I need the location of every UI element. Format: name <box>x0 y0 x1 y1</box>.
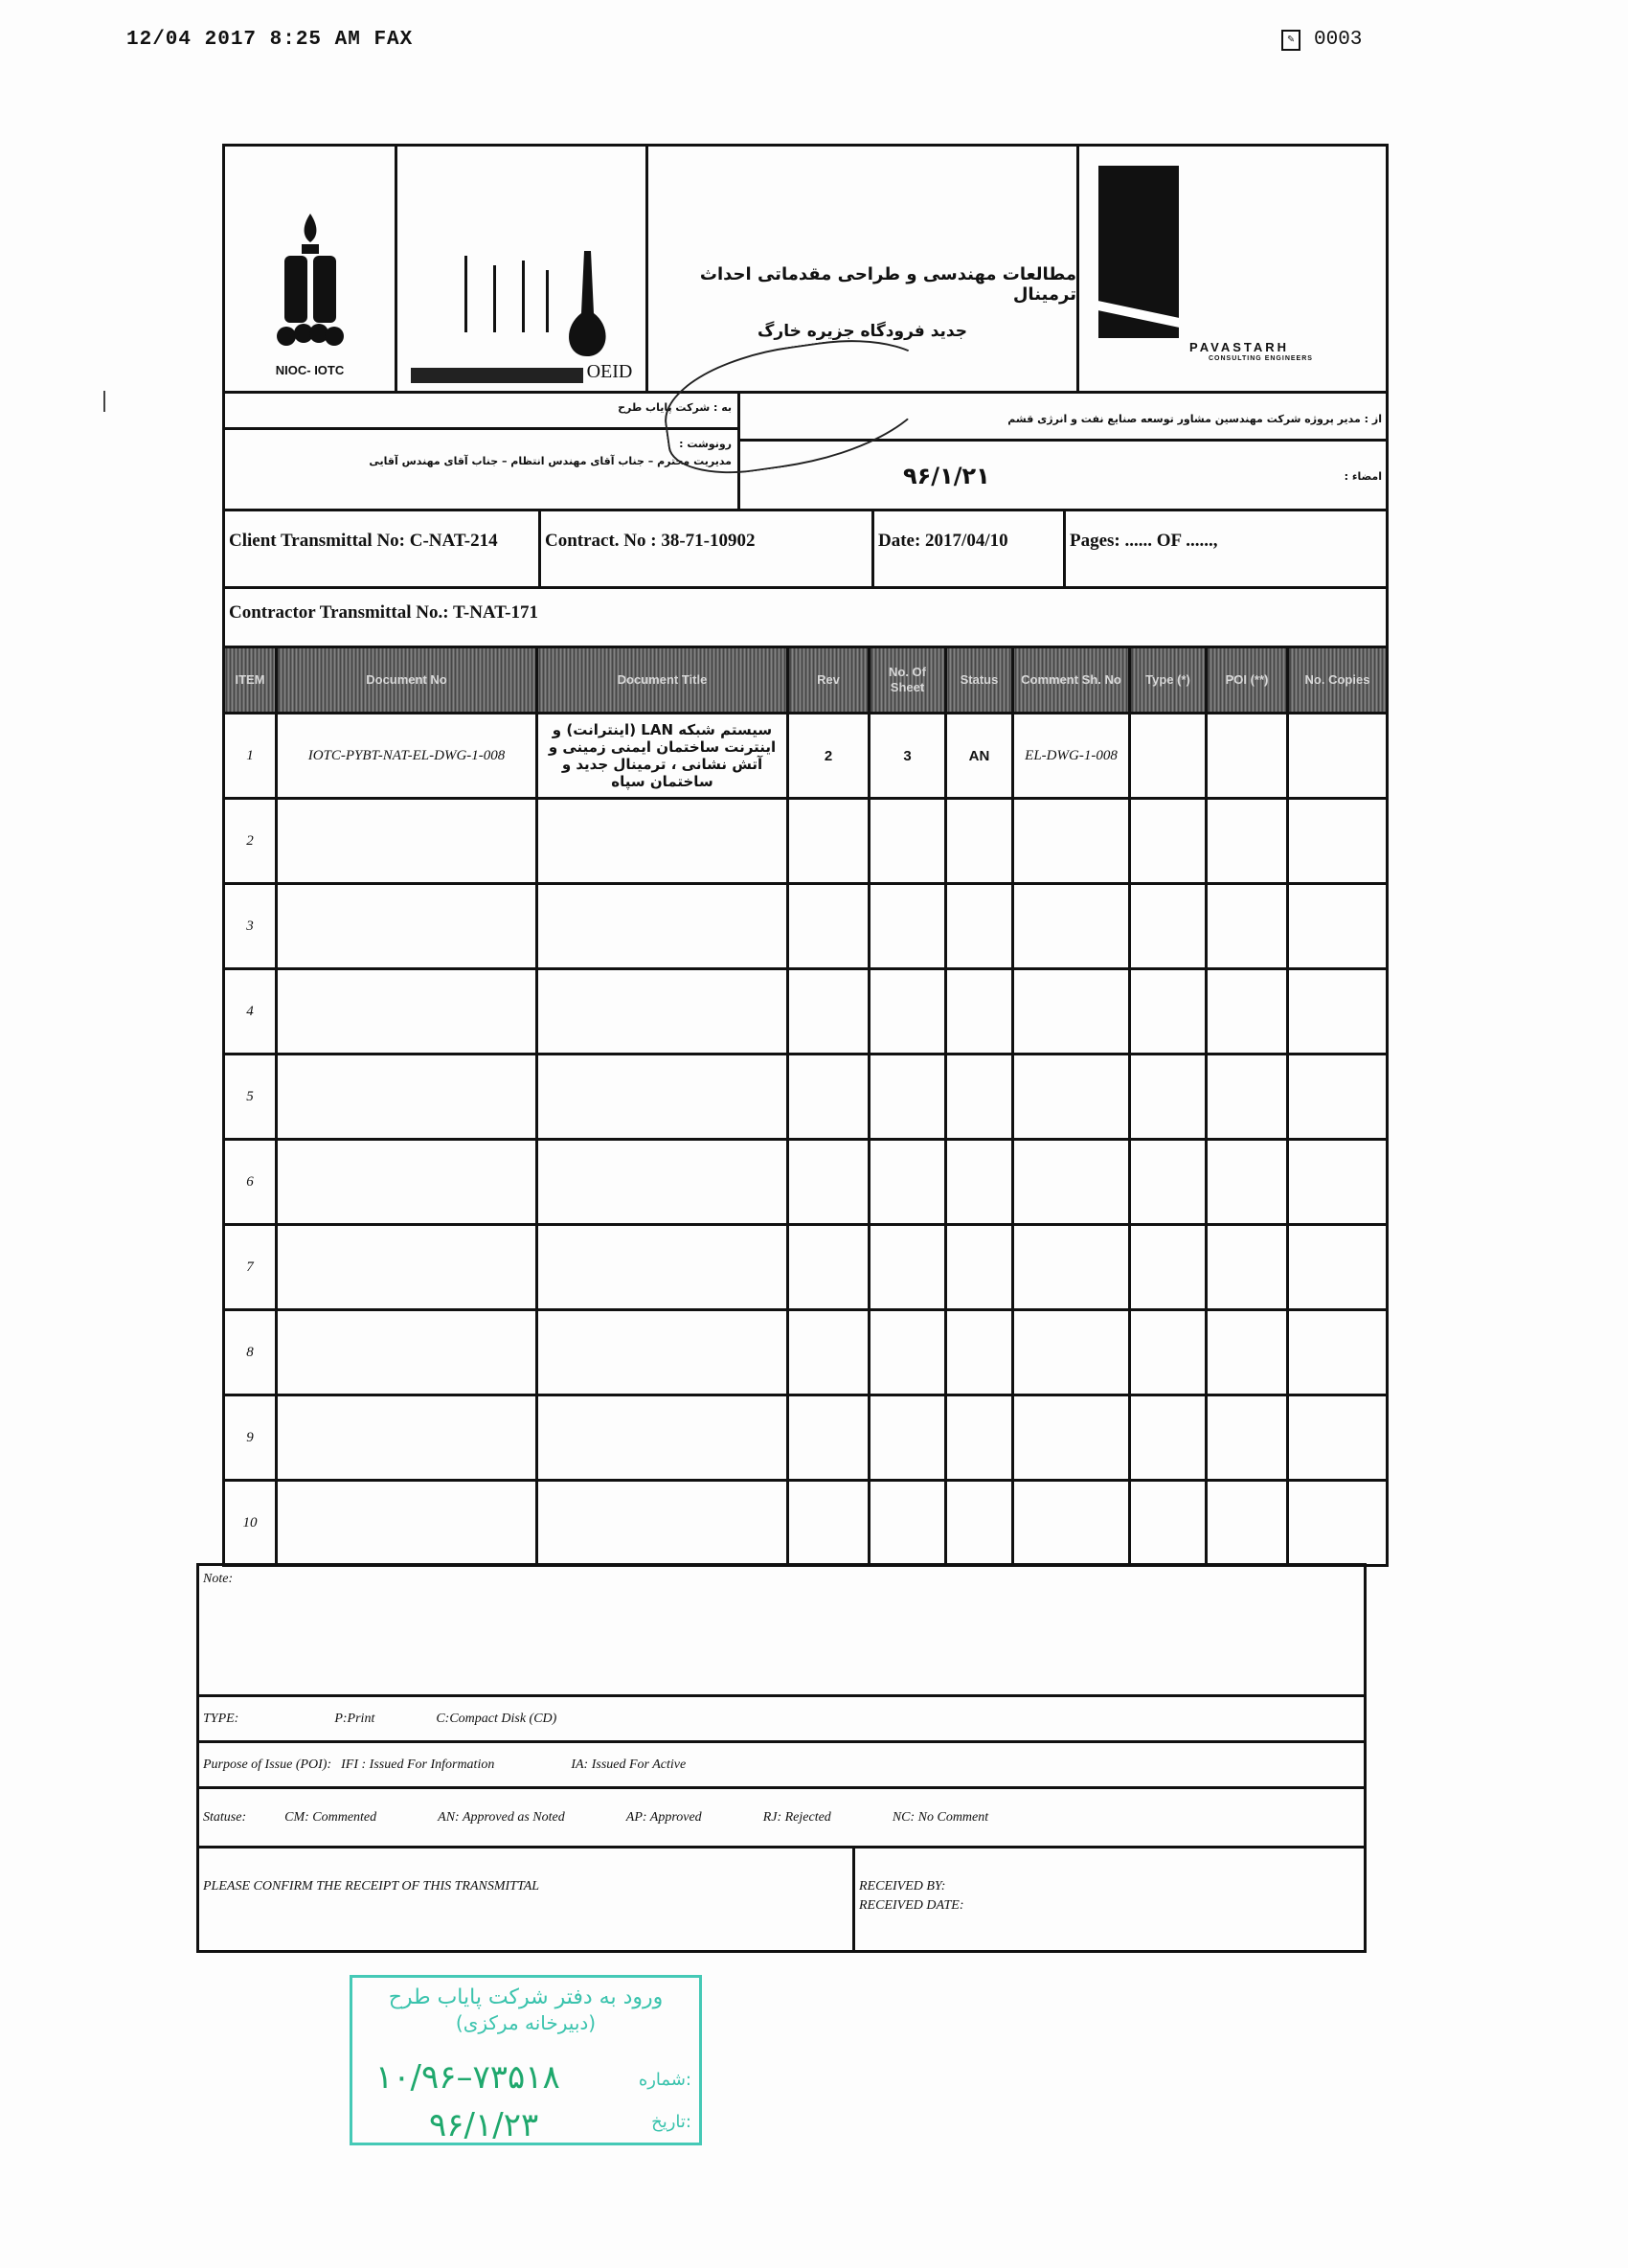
cell-sheets <box>870 1225 946 1310</box>
table-row <box>224 1055 1388 1140</box>
cell-rev <box>788 1140 870 1225</box>
cell-rev <box>788 1310 870 1395</box>
pages: Pages: ...... OF ......, <box>1070 531 1218 551</box>
cell-poi <box>1207 1481 1288 1566</box>
cell-rev <box>788 1395 870 1481</box>
cell-copies <box>1288 884 1388 969</box>
recipient: به : شرکت پایاب طرح <box>225 394 737 430</box>
status-label: Statuse: <box>203 1809 247 1825</box>
cell-title <box>537 1310 788 1395</box>
cell-type <box>1130 1055 1207 1140</box>
cell-doc-no <box>277 799 537 884</box>
cell-status <box>946 1310 1013 1395</box>
contractor-transmittal-no: Contractor Transmittal No.: T-NAT-171 <box>222 586 1389 646</box>
col-type: Type (*) <box>1130 647 1207 714</box>
col-status: Status <box>946 647 1013 714</box>
fax-page-icon: ✎ <box>1281 30 1300 51</box>
pavastarh-logo <box>1079 147 1386 391</box>
cell-item: 10 <box>224 1481 277 1566</box>
stamp-number: ۱۰/۹۶–۷۳۵۱۸ <box>375 2058 560 2097</box>
col-comment-no: Comment Sh. No <box>1013 647 1130 714</box>
table-row <box>224 714 1388 799</box>
nioc-logo <box>225 147 397 391</box>
cell-rev: 2 <box>788 714 870 799</box>
cell-title: سیستم شبکه LAN (اینترانت) و اینترنت ساختمان ایمنی زمینی و آتش نشانی ، ترمینال جدید و ساختمان سپاه <box>537 714 788 799</box>
project-title-line1: مطالعات مهندسی و طراحی مقدماتی احداث ترمینال <box>699 263 1076 305</box>
legend-section <box>196 1563 1367 1953</box>
cell-item: 5 <box>224 1055 277 1140</box>
cell-title <box>537 1140 788 1225</box>
receipt-confirmation <box>196 1848 1367 1953</box>
poi-ia: IA: Issued For Active <box>571 1757 687 1772</box>
cc-label: رونوشت : <box>679 438 732 450</box>
cell-sheets <box>870 1310 946 1395</box>
status-cm: CM: Commented <box>284 1809 377 1825</box>
poi-ifi: IFI : Issued For Information <box>341 1757 495 1772</box>
nioc-label: NIOC- IOTC <box>275 363 345 377</box>
status-ap: AP: Approved <box>625 1809 702 1825</box>
cell-doc-no <box>277 884 537 969</box>
cell-poi <box>1207 1395 1288 1481</box>
cell-poi <box>1207 884 1288 969</box>
cell-rev <box>788 1481 870 1566</box>
cell-doc-no <box>277 1395 537 1481</box>
table-row <box>224 1140 1388 1225</box>
table-row <box>224 969 1388 1055</box>
cell-item: 9 <box>224 1395 277 1481</box>
table-row <box>224 884 1388 969</box>
cell-sheets <box>870 1481 946 1566</box>
cell-item: 7 <box>224 1225 277 1310</box>
cell-doc-no: IOTC-PYBT-NAT-EL-DWG-1-008 <box>277 714 537 799</box>
project-title-line2: جدید فرودگاه جزیره خارگ <box>757 321 967 341</box>
poi-legend <box>196 1743 1367 1789</box>
cell-item: 2 <box>224 799 277 884</box>
signature-label: امضاء : <box>1344 470 1382 483</box>
cell-comment-no <box>1013 1310 1130 1395</box>
cell-item: 4 <box>224 969 277 1055</box>
cell-sheets <box>870 1140 946 1225</box>
cell-sheets <box>870 969 946 1055</box>
col-sheets: No. Of Sheet <box>870 647 946 714</box>
cell-poi <box>1207 1055 1288 1140</box>
receipt-stamp <box>350 1975 702 2145</box>
cell-poi <box>1207 1225 1288 1310</box>
cell-status <box>946 1055 1013 1140</box>
cell-rev <box>788 1225 870 1310</box>
stamp-date: ۹۶/۱/۲۳ <box>429 2106 539 2144</box>
col-poi: POI (**) <box>1207 647 1288 714</box>
cell-status <box>946 884 1013 969</box>
stamp-title: ورود به دفتر شرکت پایاب طرح <box>388 1985 664 2009</box>
cell-rev <box>788 884 870 969</box>
type-print: P:Print <box>334 1711 375 1726</box>
cell-sheets <box>870 1395 946 1481</box>
poi-label: Purpose of Issue (POI): <box>203 1757 332 1772</box>
cell-copies <box>1288 1055 1388 1140</box>
cell-title <box>537 884 788 969</box>
nioc-flame-icon <box>277 214 344 357</box>
col-rev: Rev <box>788 647 870 714</box>
status-an: AN: Approved as Noted <box>438 1809 565 1825</box>
cell-copies <box>1288 799 1388 884</box>
oeid-logo <box>397 147 648 391</box>
cell-title <box>537 1481 788 1566</box>
cell-title <box>537 1225 788 1310</box>
contract-no: Contract. No : 38-71-10902 <box>541 511 874 586</box>
cell-sheets <box>870 799 946 884</box>
cell-status <box>946 1225 1013 1310</box>
cell-rev <box>788 969 870 1055</box>
status-rj: RJ: Rejected <box>762 1809 831 1825</box>
pavastarh-name: PAVASTARH <box>1189 340 1290 354</box>
cell-comment-no <box>1013 1140 1130 1225</box>
cell-status <box>946 799 1013 884</box>
cell-sheets <box>870 884 946 969</box>
cell-comment-no <box>1013 1481 1130 1566</box>
cell-type <box>1130 714 1207 799</box>
received-date: RECEIVED DATE: <box>859 1898 964 1913</box>
table-row <box>224 1310 1388 1395</box>
page-number: 0003 <box>1314 29 1363 51</box>
cell-sheets: 3 <box>870 714 946 799</box>
cell-status <box>946 969 1013 1055</box>
confirm-text: PLEASE CONFIRM THE RECEIPT OF THIS TRANSMITTAL <box>199 1848 855 1950</box>
stamp-date-label: تاریخ: <box>651 2112 691 2132</box>
table-row <box>224 799 1388 884</box>
col-copies: No. Copies <box>1288 647 1388 714</box>
date: Date: 2017/04/10 <box>874 511 1066 586</box>
cell-copies <box>1288 1310 1388 1395</box>
cell-rev <box>788 1055 870 1140</box>
cell-doc-no <box>277 1140 537 1225</box>
cell-type <box>1130 1395 1207 1481</box>
type-cd: C:Compact Disk (CD) <box>436 1711 557 1726</box>
documents-table <box>222 646 1389 1567</box>
cell-comment-no <box>1013 969 1130 1055</box>
table-row <box>224 1481 1388 1566</box>
scan-mark <box>103 391 105 412</box>
table-row <box>224 1395 1388 1481</box>
cell-comment-no <box>1013 1225 1130 1310</box>
cell-comment-no <box>1013 1395 1130 1481</box>
oeid-label: OEID <box>586 361 633 382</box>
cell-type <box>1130 1481 1207 1566</box>
cell-title <box>537 1395 788 1481</box>
transmittal-form <box>222 144 1389 1567</box>
cell-item: 6 <box>224 1140 277 1225</box>
status-nc: NC: No Comment <box>892 1809 989 1825</box>
cell-type <box>1130 884 1207 969</box>
cell-status <box>946 1140 1013 1225</box>
cell-status <box>946 1395 1013 1481</box>
cell-title <box>537 1055 788 1140</box>
cell-copies <box>1288 969 1388 1055</box>
oeid-name-bar <box>411 368 583 383</box>
cell-poi <box>1207 714 1288 799</box>
cell-item: 8 <box>224 1310 277 1395</box>
cell-comment-no: EL-DWG-1-008 <box>1013 714 1130 799</box>
cell-copies <box>1288 1481 1388 1566</box>
cell-item: 3 <box>224 884 277 969</box>
col-document-title: Document Title <box>537 647 788 714</box>
type-legend <box>196 1697 1367 1743</box>
note-box <box>196 1563 1367 1697</box>
oeid-emblem-icon <box>426 246 618 361</box>
cell-poi <box>1207 799 1288 884</box>
cell-copies <box>1288 1140 1388 1225</box>
cell-sheets <box>870 1055 946 1140</box>
cell-comment-no <box>1013 1055 1130 1140</box>
client-transmittal-no: Client Transmittal No: C-NAT-214 <box>225 511 541 586</box>
cell-comment-no <box>1013 884 1130 969</box>
fax-page-number <box>1281 29 1362 51</box>
cell-doc-no <box>277 1225 537 1310</box>
pavastarh-sub: CONSULTING ENGINEERS <box>1209 355 1313 362</box>
cc-recipients: مدیریت محترم – جناب آقای مهندس انتظام – جناب آقای مهندس آقایی <box>369 455 732 467</box>
cell-type <box>1130 1225 1207 1310</box>
cell-type <box>1130 969 1207 1055</box>
cell-title <box>537 969 788 1055</box>
cell-comment-no <box>1013 799 1130 884</box>
received-by: RECEIVED BY: <box>859 1879 946 1894</box>
status-legend <box>196 1789 1367 1848</box>
cell-type <box>1130 1140 1207 1225</box>
fax-header: 12/04 2017 8:25 AM FAX <box>126 29 414 51</box>
transmittal-info <box>222 509 1389 586</box>
sender: از : مدیر پروژه شرکت مهندسین مشاور توسعه صنایع نفت و انرژی قشم <box>740 394 1386 442</box>
cell-title <box>537 799 788 884</box>
cell-status: AN <box>946 714 1013 799</box>
cell-status <box>946 1481 1013 1566</box>
type-label: TYPE: <box>203 1711 239 1726</box>
col-item: ITEM <box>224 647 277 714</box>
note-label: Note: <box>203 1572 234 1586</box>
cell-copies <box>1288 1225 1388 1310</box>
table-row <box>224 1225 1388 1310</box>
cell-item: 1 <box>224 714 277 799</box>
cell-poi <box>1207 1310 1288 1395</box>
cell-poi <box>1207 969 1288 1055</box>
cell-type <box>1130 799 1207 884</box>
cell-rev <box>788 799 870 884</box>
cell-doc-no <box>277 1481 537 1566</box>
stamp-subtitle: (دبیرخانه مرکزی) <box>455 2011 597 2034</box>
cell-type <box>1130 1310 1207 1395</box>
cell-doc-no <box>277 969 537 1055</box>
cell-copies <box>1288 714 1388 799</box>
col-document-no: Document No <box>277 647 537 714</box>
table-header-row <box>224 647 1388 714</box>
cell-copies <box>1288 1395 1388 1481</box>
cell-doc-no <box>277 1310 537 1395</box>
cell-poi <box>1207 1140 1288 1225</box>
handwritten-date: ۹۶/۱/۲۱ <box>903 463 990 489</box>
address-section <box>222 391 1389 509</box>
cell-doc-no <box>277 1055 537 1140</box>
stamp-number-label: شماره: <box>638 2070 691 2090</box>
